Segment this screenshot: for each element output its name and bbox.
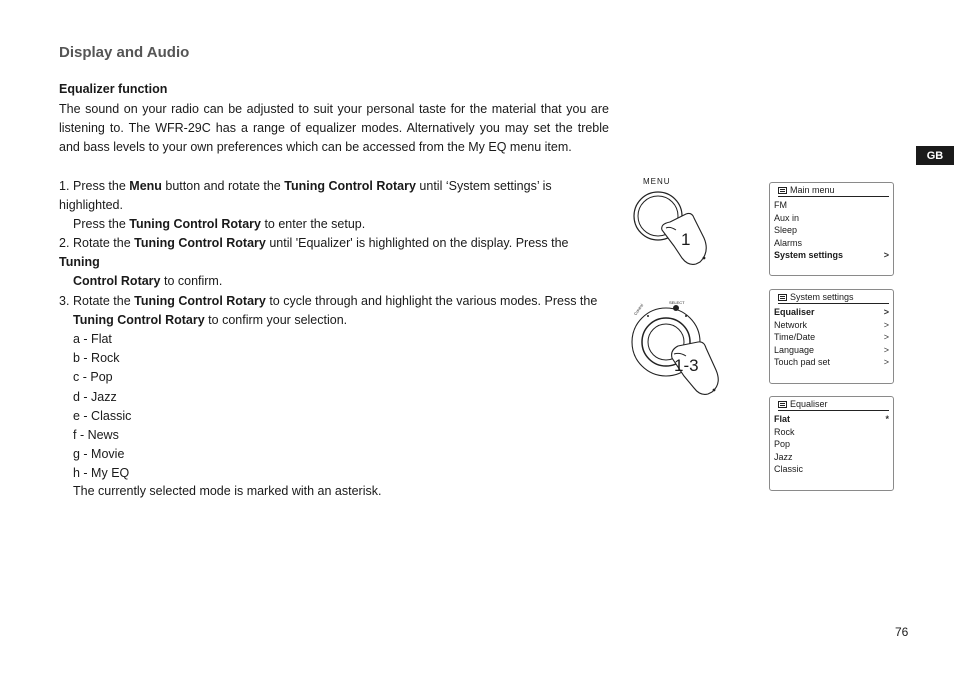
equalizer-mode-list (73, 330, 131, 484)
menu-item: Sleep (774, 225, 798, 236)
select-dot (673, 305, 679, 311)
section-title: Display and Audio (59, 44, 190, 61)
menu-item: Time/Date > (774, 332, 889, 343)
menu-item: Touch pad set > (774, 357, 889, 368)
menu-list-icon (778, 401, 787, 408)
screen-menu-list (774, 306, 889, 369)
system-settings-screen (769, 289, 894, 384)
menu-item-selected: Equaliser > (774, 307, 889, 317)
screen-menu-list (774, 199, 889, 262)
language-tab: GB (916, 146, 954, 165)
menu-button-illustration (626, 186, 726, 268)
tuning-rotary-illustration (626, 296, 730, 400)
equaliser-screen (769, 396, 894, 491)
page-number: 76 (895, 625, 909, 639)
menu-item: Alarms (774, 237, 803, 248)
mode-item: h - My EQ (73, 466, 130, 481)
step-3: 3. Rotate the Tuning Control Rotary to cycle through and highlight the various modes. Press the Tuning Control Rotary to confirm your selection. (59, 294, 598, 327)
subsection-title: Equalizer function (59, 82, 168, 96)
step-marker-1-3: 1-3 (674, 356, 699, 375)
screen-header: System settings (778, 292, 889, 304)
intro-paragraph: The sound on your radio can be adjusted to suit your personal taste for the material that you are listening to. The WFR-29C has a range of equalizer modes. Alternatively you may set the treble and bass levels to your own preferences which can be accessed from the My EQ menu item. (59, 102, 609, 154)
screen-header: Main menu (778, 185, 889, 197)
mode-item: f - News (73, 428, 119, 443)
asterisk-note: The currently selected mode is marked with an asterisk. (73, 484, 382, 498)
step-1: 1. Press the Menu button and rotate the Tuning Control Rotary until ‘System settings’ is highlighted. Press the Tuning Control Rotary to enter the setup. (59, 179, 552, 231)
menu-list-icon (778, 294, 787, 301)
main-menu-screen (769, 182, 894, 276)
rotary-label-left: Control (632, 302, 645, 317)
screen-header: Equaliser (778, 399, 889, 411)
menu-item: Pop (774, 439, 791, 450)
menu-item: Rock (774, 426, 795, 437)
menu-list-icon (778, 187, 787, 194)
mode-item: c - Pop (73, 370, 113, 385)
menu-item-selected: System settings > (774, 250, 889, 261)
screen-menu-list (774, 413, 889, 476)
menu-item: Network > (774, 319, 889, 330)
mode-item: b - Rock (73, 351, 120, 366)
step-2: 2. Rotate the Tuning Control Rotary until 'Equalizer' is highlighted on the display. Press the Tuning Control Rotary to confirm. (59, 236, 569, 288)
menu-item: Language > (774, 344, 889, 355)
menu-label: MENU (643, 177, 671, 186)
menu-item: Aux in (774, 212, 800, 223)
menu-item-selected: Flat * (774, 414, 889, 424)
rotary-label-right: SELECT (669, 300, 685, 305)
mode-item: d - Jazz (73, 389, 117, 404)
menu-item: Jazz (774, 451, 793, 462)
menu-item: Classic (774, 464, 804, 475)
mode-item: g - Movie (73, 447, 125, 462)
mode-item: a - Flat (73, 332, 112, 346)
step-marker-1: 1 (681, 230, 691, 249)
menu-item: FM (774, 200, 787, 210)
mode-item: e - Classic (73, 408, 132, 423)
